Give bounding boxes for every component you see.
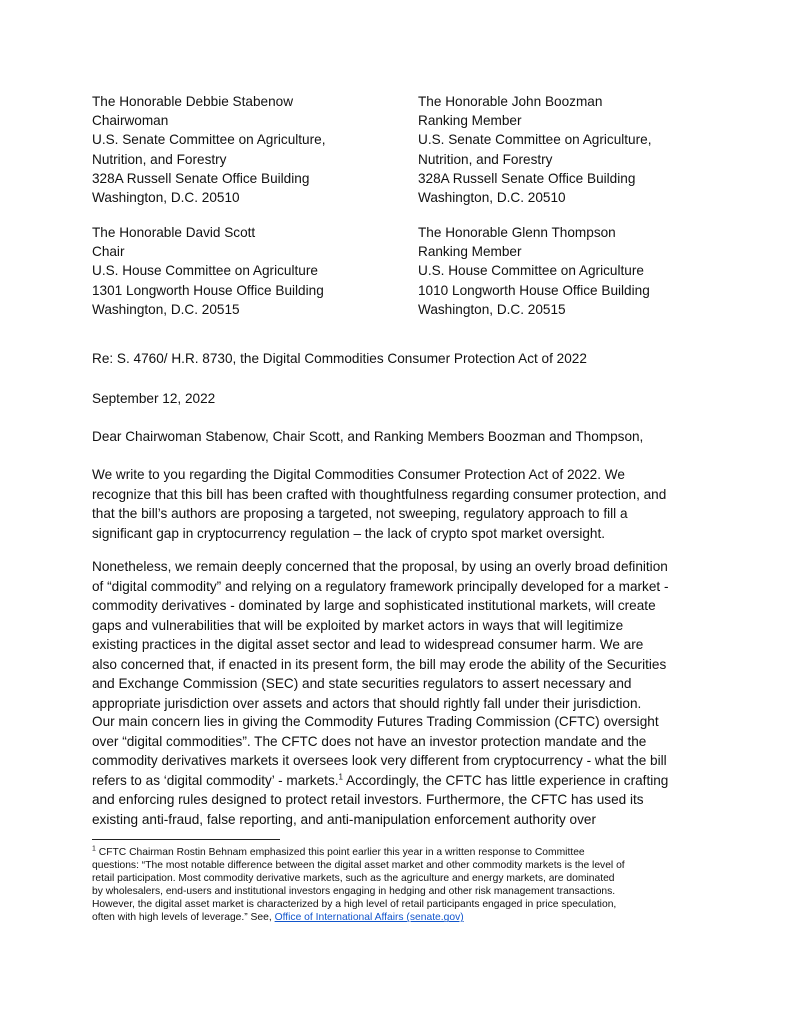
body-paragraph-2: [92, 557, 704, 713]
paragraph-line: that the bill’s authors are proposing a targeted, not sweeping, regulatory approach to fill a: [92, 506, 628, 521]
recipient-office: 1301 Longworth House Office Building: [92, 282, 324, 298]
footnote-text: often with high levels of leverage.” See,: [92, 912, 275, 924]
re-line: Re: S. 4760/ H.R. 8730, the Digital Commodities Consumer Protection Act of 2022: [92, 351, 587, 366]
paragraph-line: of “digital commodity” and relying on a regulatory framework principally developed for a market -: [92, 578, 669, 594]
footnote-number: 1: [92, 845, 96, 853]
recipient-office: 328A Russell Senate Office Building: [92, 170, 310, 186]
paragraph-line: and enforcing rules designed to protect retail investors. Furthermore, the CFTC has used its: [92, 792, 644, 807]
recipient-block-thompson: [418, 223, 650, 319]
footnote-line: by wholesalers, end-users and institutional investors engaging in hedging and other risk management transactions.: [92, 886, 616, 898]
recipient-block-boozman: [418, 92, 651, 207]
body-paragraph-1: [92, 465, 704, 543]
paragraph-line: commodity derivatives markets it oversees look very different from cryptocurrency - what the bill: [92, 753, 667, 768]
paragraph-line: appropriate jurisdiction over assets and actors that should rightly fall under their jurisdiction.: [92, 695, 642, 711]
recipient-name: The Honorable Debbie Stabenow: [92, 94, 294, 109]
recipient-city: Washington, D.C. 20510: [418, 189, 566, 205]
recipient-committee: U.S. House Committee on Agriculture: [418, 263, 644, 279]
paragraph-line: significant gap in cryptocurrency regulation – the lack of crypto spot market oversight.: [92, 525, 606, 541]
paragraph-line: We write to you regarding the Digital Commodities Consumer Protection Act of 2022. We: [92, 467, 625, 482]
recipient-committee: U.S. House Committee on Agriculture: [92, 263, 318, 279]
recipient-name: The Honorable John Boozman: [418, 94, 603, 109]
paragraph-line: over “digital commodities”. The CFTC does not have an investor protection mandate and the: [92, 733, 647, 749]
body-paragraph-3: [92, 712, 704, 829]
recipient-office: 1010 Longworth House Office Building: [418, 282, 650, 298]
footnote-line: questions: “The most notable difference between the digital asset market and other commodity markets is the level of: [92, 860, 625, 872]
paragraph-line: Our main concern lies in giving the Commodity Futures Trading Commission (CFTC) oversight: [92, 714, 659, 729]
paragraph-line: gaps and vulnerabilities that will be exploited by market actors in ways that will legitimize: [92, 617, 624, 633]
recipient-committee: U.S. Senate Committee on Agriculture,: [92, 132, 326, 148]
paragraph-text: Accordingly, the CFTC has little experience in crafting: [342, 772, 669, 788]
recipient-title: Ranking Member: [418, 244, 522, 260]
recipient-city: Washington, D.C. 20515: [418, 301, 566, 317]
footnote-line: [92, 911, 625, 924]
footnote-line: retail participation. Most commodity derivative markets, such as the agriculture and energy markets, are dominated: [92, 873, 615, 885]
recipient-office: 328A Russell Senate Office Building: [418, 170, 636, 186]
recipient-title: Chairwoman: [92, 113, 169, 129]
footnote-text: CFTC Chairman Rostin Behnam emphasized this point earlier this year in a written response to Committee: [95, 847, 585, 858]
paragraph-text: refers to as ‘digital commodity’ - markets.: [92, 772, 339, 788]
paragraph-line: existing practices in the digital asset sector and lead to widespread consumer harm. We are: [92, 637, 644, 652]
recipient-city: Washington, D.C. 20515: [92, 301, 240, 317]
recipient-block-stabenow: [92, 92, 325, 207]
recipient-name: The Honorable Glenn Thompson: [418, 225, 616, 240]
recipient-block-scott: [92, 223, 324, 319]
paragraph-line: recognize that this bill has been crafted with thoughtfulness regarding consumer protection, and: [92, 486, 667, 502]
recipient-committee-cont: Nutrition, and Forestry: [418, 151, 553, 167]
footnote-divider: [92, 839, 280, 840]
paragraph-line: [92, 771, 704, 791]
paragraph-line: Nonetheless, we remain deeply concerned that the proposal, by using an overly broad definition: [92, 559, 668, 574]
recipient-title: Chair: [92, 244, 125, 260]
recipient-city: Washington, D.C. 20510: [92, 189, 240, 205]
footnote: [92, 846, 625, 925]
footnote-line: However, the digital asset market is characterized by a high level of retail participants engaged in price speculation,: [92, 899, 617, 911]
recipient-committee-cont: Nutrition, and Forestry: [92, 151, 227, 167]
recipient-committee: U.S. Senate Committee on Agriculture,: [418, 132, 652, 148]
letter-date: September 12, 2022: [92, 391, 216, 406]
paragraph-line: commodity derivatives - dominated by large and sophisticated institutional markets, will create: [92, 598, 656, 613]
footnote-line: [92, 846, 625, 859]
paragraph-line: and Exchange Commission (SEC) and state securities regulators to assert necessary and: [92, 676, 632, 691]
recipient-name: The Honorable David Scott: [92, 225, 256, 240]
footnote-source-link[interactable]: Office of International Affairs (senate.gov): [274, 912, 464, 924]
paragraph-line: also concerned that, if enacted in its present form, the bill may erode the ability of the Securities: [92, 656, 667, 672]
footnote-reference[interactable]: 1: [338, 771, 343, 781]
salutation: Dear Chairwoman Stabenow, Chair Scott, and Ranking Members Boozman and Thompson,: [92, 429, 644, 444]
recipient-title: Ranking Member: [418, 113, 522, 129]
paragraph-line: existing anti-fraud, false reporting, and anti-manipulation enforcement authority over: [92, 811, 597, 827]
